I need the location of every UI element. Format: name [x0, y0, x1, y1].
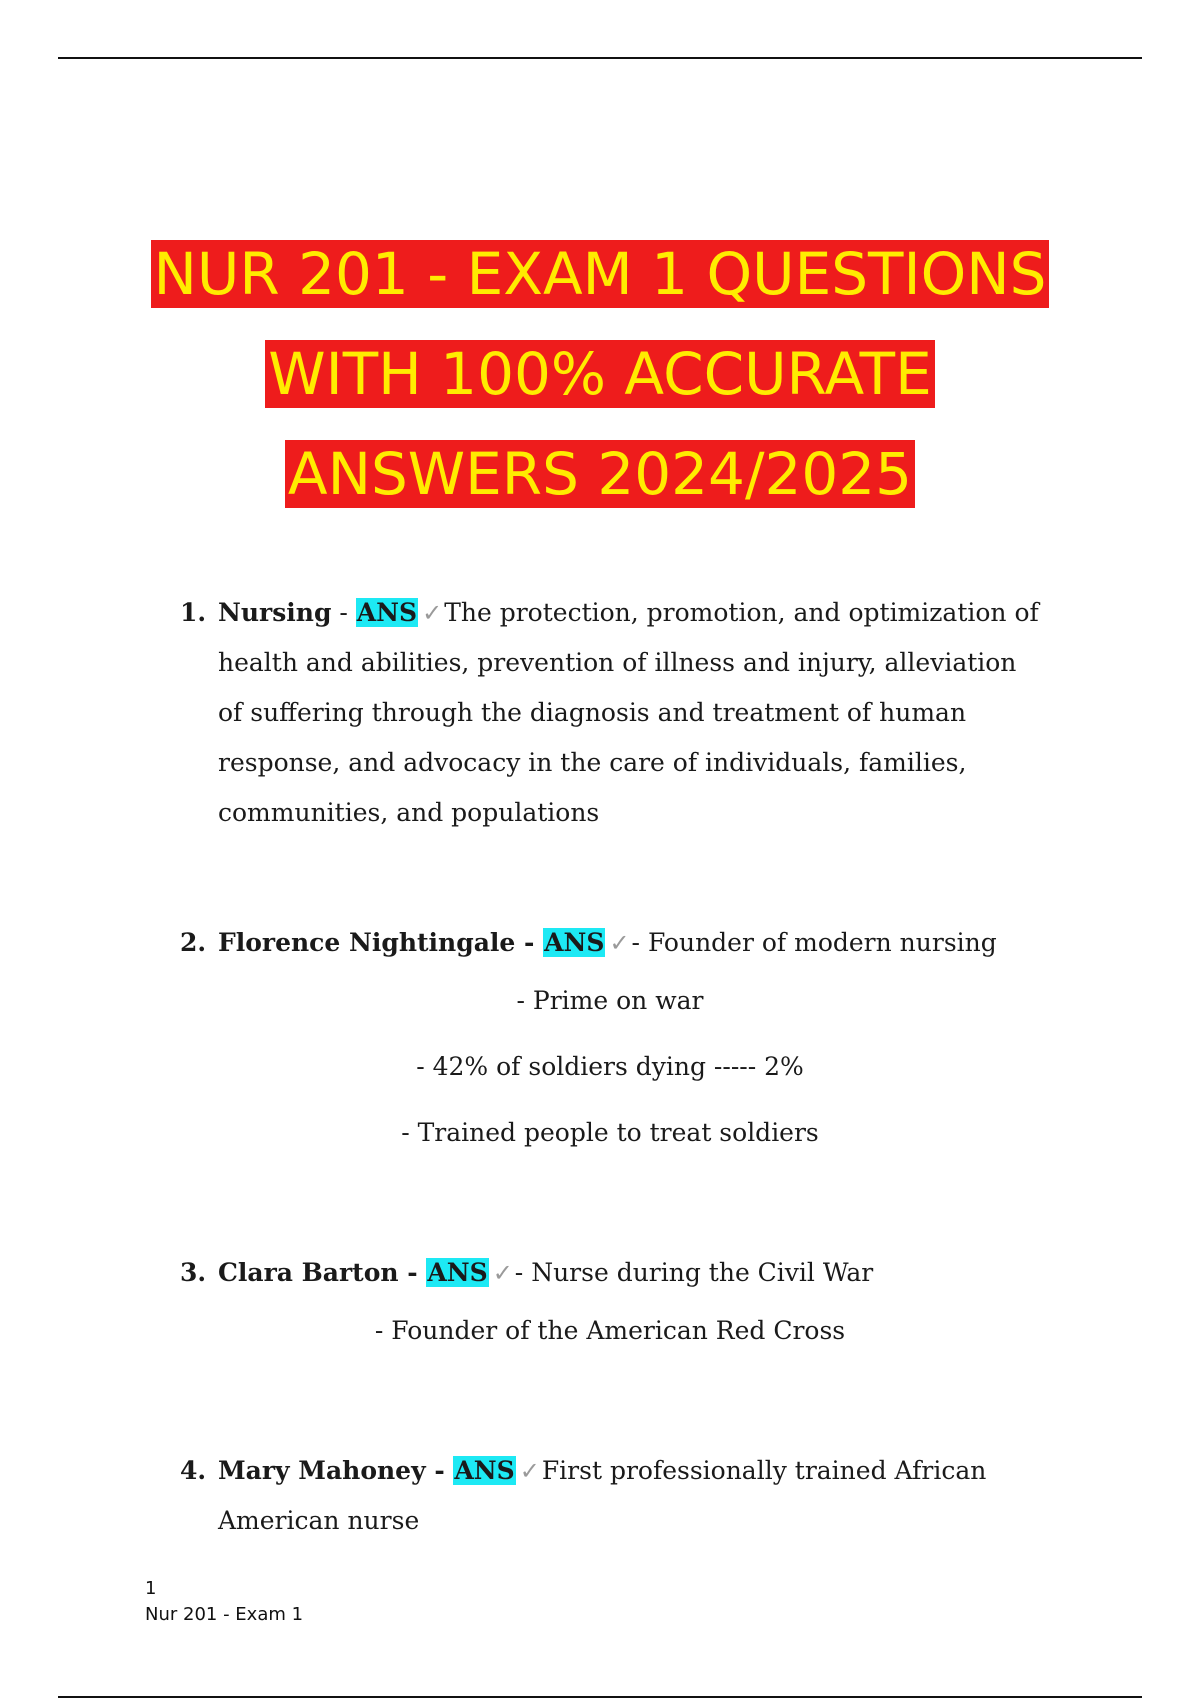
- term-separator: -: [398, 1258, 427, 1287]
- top-rule: [58, 57, 1142, 59]
- question-term: Clara Barton: [218, 1258, 399, 1287]
- question-term: Mary Mahoney: [218, 1456, 426, 1485]
- title-line-3: ANSWERS 2024/2025: [0, 440, 1200, 540]
- title-line-1: NUR 201 - EXAM 1 QUESTIONS: [0, 240, 1200, 340]
- question-number: 1.: [180, 598, 207, 627]
- checkmark-icon: ✓: [492, 1259, 513, 1287]
- ans-label: ANS: [427, 1258, 488, 1287]
- term-separator: -: [515, 928, 544, 957]
- term-separator: -: [425, 1456, 454, 1485]
- answer-text: The protection, promotion, and optimization of health and abilities, prevention of illness and injury, alleviation of suffering through the diagnosis and treatment of human response, and advocacy in the care of individuals, families, communities, and populations: [218, 598, 1039, 827]
- document-title: [0, 240, 1200, 540]
- answer-subpoint: - Founder of the American Red Cross: [374, 1316, 846, 1345]
- answer-subpoint: - 42% of soldiers dying ----- 2%: [416, 1052, 804, 1081]
- answer-text: - Founder of modern nursing: [631, 928, 997, 957]
- ans-label: ANS: [454, 1456, 515, 1485]
- question-number: 4.: [180, 1456, 207, 1485]
- answer-subpoint: - Trained people to treat soldiers: [401, 1118, 819, 1147]
- ans-label: ANS: [544, 928, 605, 957]
- question-number: 3.: [180, 1258, 207, 1287]
- checkmark-icon: ✓: [609, 929, 630, 957]
- question-term: Florence Nightingale: [218, 928, 516, 957]
- title-line-2: WITH 100% ACCURATE: [0, 340, 1200, 440]
- question-2: [180, 918, 1040, 1166]
- page-footer: [145, 1576, 303, 1628]
- ans-label: ANS: [356, 598, 418, 627]
- answer-text: - Nurse during the Civil War: [514, 1258, 874, 1287]
- checkmark-icon: ✓: [422, 599, 443, 627]
- bottom-rule: [58, 1696, 1142, 1698]
- question-term: Nursing: [218, 598, 332, 627]
- question-3: [180, 1248, 1040, 1364]
- question-4: [180, 1446, 1040, 1546]
- page-number: 1: [145, 1578, 157, 1599]
- answer-subpoint: - Prime on war: [516, 986, 704, 1015]
- question-number: 2.: [180, 928, 207, 957]
- answer-text: First professionally trained African American nurse: [218, 1456, 987, 1535]
- footer-doc-name: Nur 201 - Exam 1: [145, 1604, 304, 1625]
- term-separator: -: [331, 598, 356, 627]
- question-1: [180, 588, 1040, 838]
- checkmark-icon: ✓: [519, 1457, 540, 1485]
